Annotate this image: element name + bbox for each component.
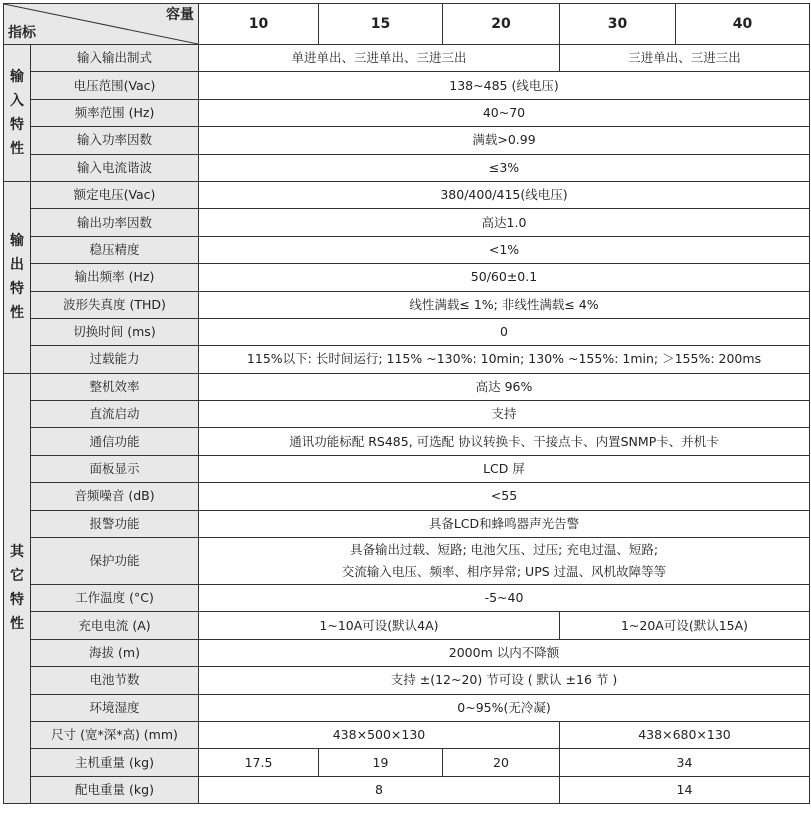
cell-value: 19 [319,749,443,776]
cell-value: 8 [199,776,560,803]
table-row [4,127,810,154]
capacity-30-header: 30 [560,4,676,45]
cell-value: 34 [560,749,810,776]
table-row [4,72,810,99]
table-row [4,154,810,181]
cell-value: 14 [560,776,810,803]
cell-value: 单进单出、三进单出、三进三出 [199,45,560,72]
table-row [4,721,810,748]
cell-value: 438×680×130 [560,721,810,748]
row-label: 保护功能 [31,538,199,585]
table-row [4,538,810,585]
row-label: 频率范围 (Hz) [31,99,199,126]
cell-value: 三进单出、三进三出 [560,45,810,72]
capacity-40-header: 40 [676,4,810,45]
cell-value: 支持 ±(12~20) 节可设 ( 默认 ±16 节 ) [199,667,810,694]
row-label: 输入输出制式 [31,45,199,72]
table-row [4,428,810,455]
cell-value: 115%以下: 长时间运行; 115% ~130%: 10min; 130% ~155%: 1min; ＞155%: 200ms [199,346,810,373]
cell-value: 40~70 [199,99,810,126]
capacity-header: 容量 [166,7,194,23]
cell-value: <55 [199,483,810,510]
cell-value: 20 [443,749,560,776]
cell-value: 满载>0.99 [199,127,810,154]
cell-value: 1~10A可设(默认4A) [199,612,560,639]
cell-value: 438×500×130 [199,721,560,748]
table-row [4,483,810,510]
row-label: 工作温度 (°C) [31,585,199,612]
cell-value: 17.5 [199,749,319,776]
cell-value: 高达 96% [199,373,810,400]
row-label: 面板显示 [31,455,199,482]
row-label: 过载能力 [31,346,199,373]
table-row [4,291,810,318]
table-row [4,45,810,72]
table-row [4,209,810,236]
row-label: 波形失真度 (THD) [31,291,199,318]
cell-value: -5~40 [199,585,810,612]
table-row [4,776,810,803]
row-label: 输入功率因数 [31,127,199,154]
cell-value: 高达1.0 [199,209,810,236]
table-row [4,667,810,694]
cell-value: 2000m 以内不降额 [199,639,810,666]
table-row [4,99,810,126]
row-label: 配电重量 (kg) [31,776,199,803]
cell-value [199,538,810,585]
spec-table [3,3,810,804]
indicator-header: 指标 [8,25,36,41]
row-label: 整机效率 [31,373,199,400]
row-label: 海拔 (m) [31,639,199,666]
row-label: 稳压精度 [31,236,199,263]
table-row [4,585,810,612]
cell-value: 138~485 (线电压) [199,72,810,99]
table-row [4,455,810,482]
category-output: 输出特性 [4,181,31,373]
cell-value: 通讯功能标配 RS485, 可选配 协议转换卡、干接点卡、内置SNMP卡、并机卡 [199,428,810,455]
row-label: 音频噪音 (dB) [31,483,199,510]
row-label: 输出频率 (Hz) [31,264,199,291]
cell-value: 0 [199,318,810,345]
capacity-10-header: 10 [199,4,319,45]
row-label: 输出功率因数 [31,209,199,236]
table-row [4,401,810,428]
capacity-15-header: 15 [319,4,443,45]
table-row [4,373,810,400]
table-row [4,510,810,537]
table-row [4,346,810,373]
table-row [4,639,810,666]
table-row [4,612,810,639]
table-row [4,236,810,263]
cell-value: 50/60±0.1 [199,264,810,291]
header-row [4,4,810,45]
protection-line-2: 交流输入电压、频率、相序异常; UPS 过温、风机故障等等 [341,564,667,580]
cell-value: 380/400/415(线电压) [199,181,810,208]
row-label: 额定电压(Vac) [31,181,199,208]
cell-value: LCD 屏 [199,455,810,482]
cell-value: 0~95%(无冷凝) [199,694,810,721]
table-row [4,749,810,776]
cell-value: 1~20A可设(默认15A) [560,612,810,639]
cell-value: 支持 [199,401,810,428]
row-label: 环境湿度 [31,694,199,721]
row-label: 直流启动 [31,401,199,428]
table-row [4,264,810,291]
header-corner-cell [4,4,199,45]
row-label: 电池节数 [31,667,199,694]
protection-line-1: 具备输出过载、短路; 电池欠压、过压; 充电过温、短路; [349,542,659,558]
row-label: 尺寸 (宽*深*高) (mm) [31,721,199,748]
category-other: 其它特性 [4,373,31,803]
cell-value: 具备LCD和蜂鸣器声光告警 [199,510,810,537]
row-label: 切换时间 (ms) [31,318,199,345]
table-row [4,694,810,721]
table-row [4,318,810,345]
cell-value: ≤3% [199,154,810,181]
row-label: 输入电流谐波 [31,154,199,181]
row-label: 主机重量 (kg) [31,749,199,776]
row-label: 报警功能 [31,510,199,537]
row-label: 充电电流 (A) [31,612,199,639]
row-label: 电压范围(Vac) [31,72,199,99]
capacity-20-header: 20 [443,4,560,45]
cell-value: 线性满载≤ 1%; 非线性满载≤ 4% [199,291,810,318]
cell-value: <1% [199,236,810,263]
row-label: 通信功能 [31,428,199,455]
table-row [4,181,810,208]
category-input: 输入特性 [4,45,31,182]
